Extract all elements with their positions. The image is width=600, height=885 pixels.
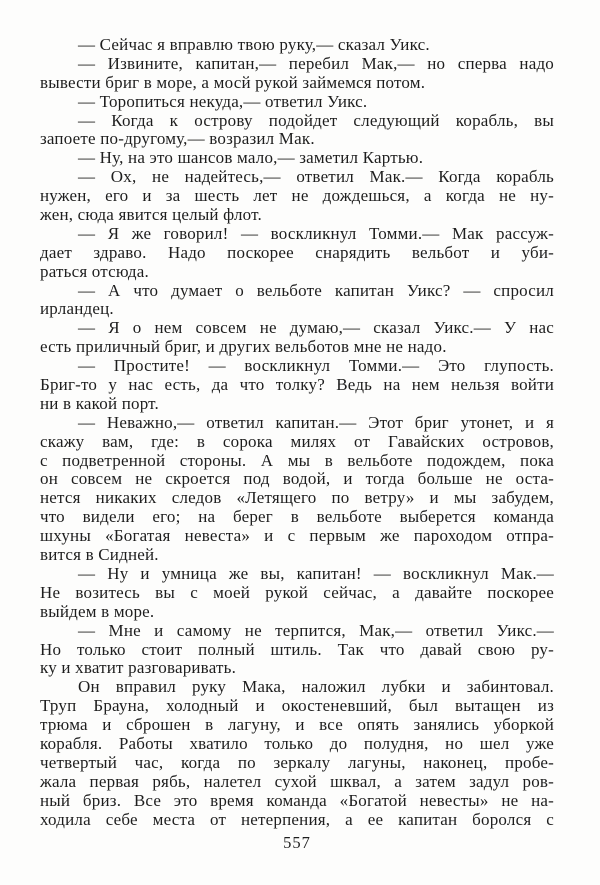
text-line: вывести бриг в море, а мосй рукой займемся потом. [40, 72, 426, 92]
text-line: — Ну, на это шансов мало,— заметил Картью. [78, 148, 424, 168]
text-line: нужен, его и за шесть лет не дождешься, а когда не ну- [40, 186, 554, 206]
text-line: раться отсюда. [40, 261, 149, 281]
text-line: корабля. Работы хватило только до полудня, но шел уже [40, 733, 554, 753]
text-line: дает здраво. Надо поскорее снарядить вельбот и уби- [40, 242, 554, 262]
text-line: — Мне и самому не терпится, Мак,— ответил Уикс.— [78, 620, 554, 640]
text-line: трюма и сброшен в лагуну, и все опять занялись уборкой [40, 715, 554, 735]
text-line: вится в Сидней. [40, 545, 159, 565]
text-line: четвертый час, когда по зеркалу лагуны, наконец, пробе- [40, 752, 554, 772]
text-line: с подветренной стороны. А мы в вельботе подождем, пока [40, 450, 554, 470]
text-line: — Когда к острову подойдет следующий корабль, вы [78, 110, 554, 130]
text-line: Не возитесь вы с моей рукой сейчас, а давайте поскорее [40, 582, 554, 602]
text-line: Труп Брауна, холодный и окостеневший, был вытащен из [40, 696, 554, 716]
text-line: — А что думает о вельботе капитан Уикс? — спросил [78, 280, 554, 300]
text-line: есть приличный бриг, и других вельботов мне не надо. [40, 337, 447, 357]
text-line: — Простите! — воскликнул Томми.— Это глупость. [78, 356, 554, 376]
text-line: ходила себе места от нетерпения, а ее капитан боролся с [40, 809, 554, 829]
text-line: запоете по-другому,— возразил Мак. [40, 129, 315, 149]
text-line: Он вправил руку Мака, наложил лубки и забинтовал. [78, 677, 554, 697]
text-line: ный бриз. Все это время команда «Богатой невесты» не на- [40, 790, 554, 810]
text-line: что видели его; на берег в вельботе выберется команда [40, 507, 554, 527]
text-line: — Извините, капитан,— перебил Мак,— но сперва надо [78, 53, 554, 73]
text-line: Бриг-то у нас есть, да что толку? Ведь на нем нельзя войти [40, 375, 554, 395]
text-line: скажу вам, где: в сорока милях от Гавайских островов, [40, 431, 554, 451]
text-line: Но только стоит полный штиль. Так что давай свою ру- [40, 639, 554, 659]
text-line: — Сейчас я вправлю твою руку,— сказал Уикс. [78, 35, 430, 54]
text-line: — Неважно,— ответил капитан.— Этот бриг утонет, и я [78, 412, 554, 432]
text-line: — Я о нем совсем не думаю,— сказал Уикс.— У нас [78, 318, 554, 338]
text-line: ни в какой порт. [40, 393, 159, 413]
page-text [40, 36, 554, 829]
text-line: — Ну и умница же вы, капитан! — воскликнул Мак.— [78, 563, 554, 583]
text-line: — Я же говорил! — воскликнул Томми.— Мак рассуж- [78, 223, 554, 243]
text-line: нется никаких следов «Летящего по ветру» и мы забудем, [40, 488, 554, 508]
text-line: жала первая рябь, налетел сухой шквал, а затем задул ров- [40, 771, 554, 791]
text-line: жен, сюда явится целый флот. [40, 205, 262, 225]
page-number: 557 [283, 833, 311, 852]
text-line: ку и хватит разговаривать. [40, 658, 237, 678]
text-line: ирландец. [40, 299, 114, 319]
text-line: выйдем в море. [40, 601, 155, 621]
text-line: шхуны «Богатая невеста» и с первым же пароходом отпра- [40, 526, 554, 546]
text-line: — Ох, не надейтесь,— ответил Мак.— Когда корабль [78, 167, 554, 187]
text-line: он совсем не скроется под водой, и тогда больше не оста- [40, 469, 554, 489]
text-line: — Торопиться некуда,— ответил Уикс. [78, 91, 368, 111]
